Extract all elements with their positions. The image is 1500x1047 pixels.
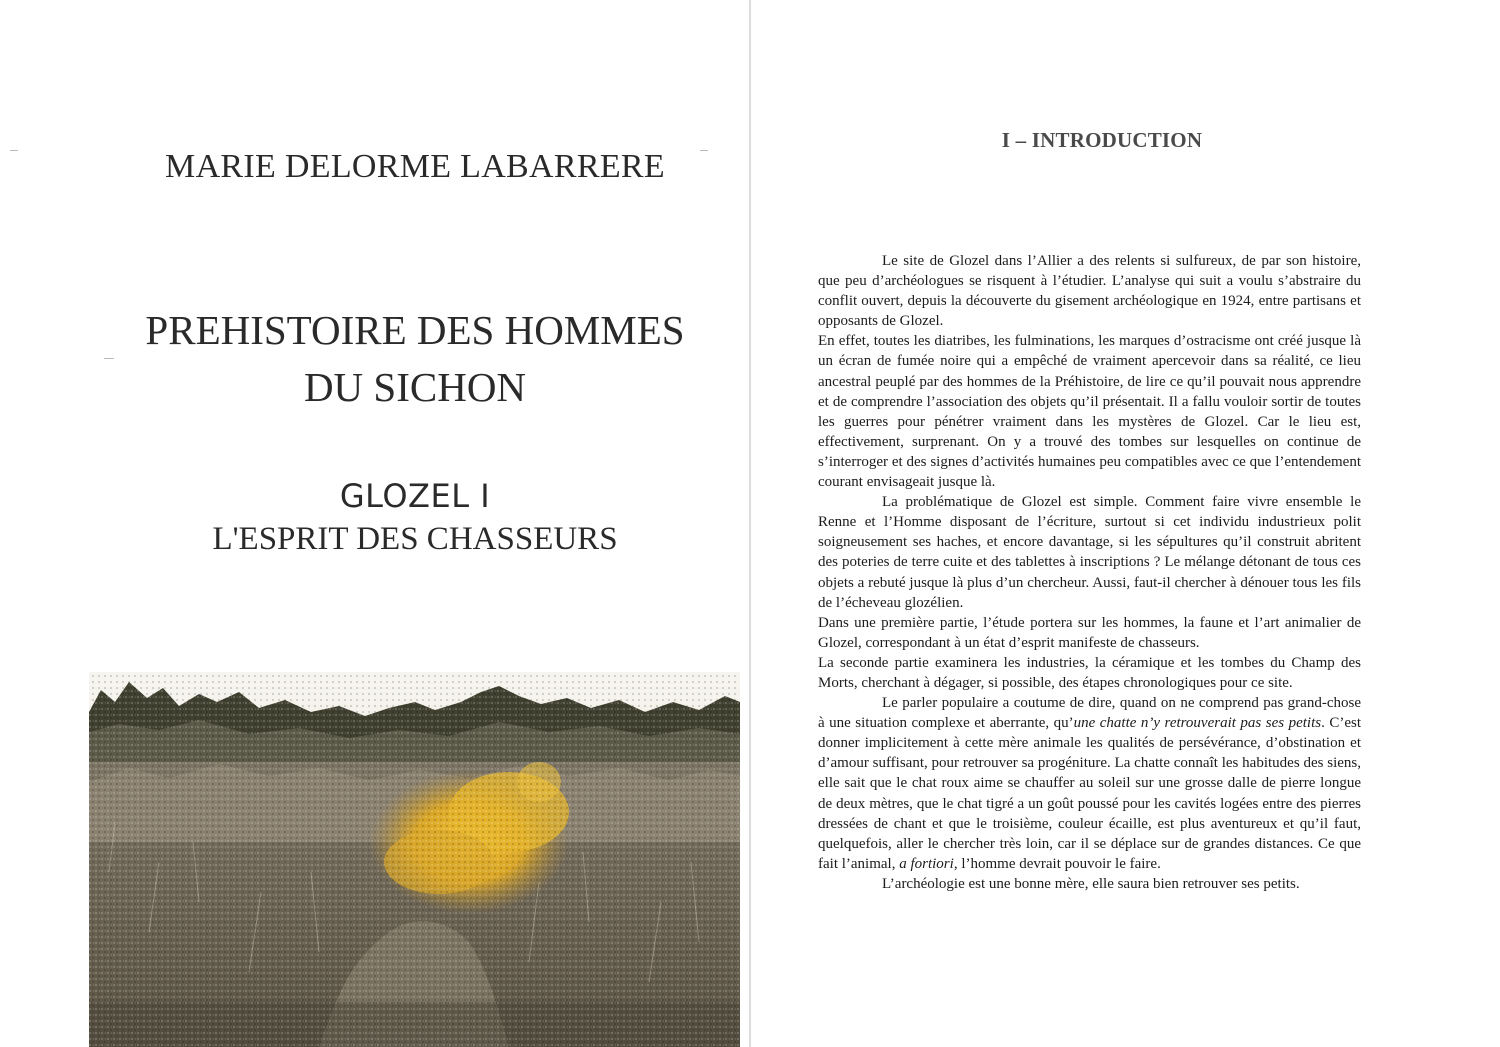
cover-author: MARIE DELORME LABARRERE <box>165 148 665 185</box>
text-run: Le site de Glozel dans l’Allier a des relents si sulfureux, de par son histoire, que peu d’archéologues se risquent à l’étudier. L’analyse qui suit a voulu s’abstraire du conflit ouvert, depuis la découverte du gisement archéologique en 1924, entre partisans et opposants de Glozel. <box>818 253 1361 330</box>
text-run: La problématique de Glozel est simple. Comment faire vivre ensemble le Renne et l’Homme disposant de l’écriture, surtout si cet individu industrieux polit soigneusement ses haches, et encore davantage, si les sépultures qu’il construit abritent des poteries de terre cuite et des tablettes à inscriptions ? Le mélange détonant de tous ces objets a rebuté jusque là plus d’un chercheur. Aussi, faut-il chercher à dénouer tous les fils de l’écheveau glozélien. <box>818 494 1361 611</box>
scan-speck <box>700 150 708 151</box>
paragraph <box>818 693 1361 874</box>
paragraph <box>818 613 1361 653</box>
paragraph <box>818 492 1361 613</box>
scan-speck <box>104 358 114 359</box>
text-run: . C’est donner implicitement à cette mère animale les qualités de persévérance, d’obstination et d’amour suffisant, pour retrouver sa progéniture. La chatte connaît les habitudes des siens, elle sait que le chat roux aime se chauffer au soleil sur une grosse dalle de pierre longue de deux mètres, que le chat tigré a un goût poussé pour les cavités logées entre des pierres dressées de chant et que le troisième, couleur écaille, est plus aventureux et qu’il faut, quelquefois, aller le chercher très loin, car il se déplace sur de grandes distances. Ce que fait l’animal, <box>818 715 1361 872</box>
text-run: , l’homme devrait pouvoir le faire. <box>953 855 1161 872</box>
page-edge-shadow <box>749 0 751 1047</box>
paragraph <box>818 331 1361 492</box>
body-text <box>818 251 1361 894</box>
italic-phrase: a fortiori <box>899 855 954 872</box>
cover-subtitle: L'ESPRIT DES CHASSEURS <box>212 521 618 557</box>
cover-series-title: GLOZEL I <box>339 477 491 515</box>
text-page <box>752 0 1500 1047</box>
cover-title <box>90 302 740 416</box>
paragraph <box>818 874 1361 894</box>
text-run: Le parler populaire a coutume de dire, quand on ne comprend pas grand-chose à une situation complexe et aberrante, qu’ <box>818 695 1361 732</box>
cover-landscape-photo <box>89 672 740 1047</box>
text-run: La seconde partie examinera les industries, la céramique et les tombes du Champ des Morts, cherchant à dégager, si possible, des étapes chronologiques pour ce site. <box>818 654 1361 691</box>
italic-phrase: une chatte n’y retrouverait pas ses petits <box>1073 715 1322 732</box>
text-run: Dans une première partie, l’étude portera sur les hommes, la faune et l’art animalier de Glozel, correspondant à un état d’esprit manifeste de chasseurs. <box>818 614 1361 651</box>
chapter-title: I – INTRODUCTION <box>1001 128 1203 152</box>
paragraph <box>818 653 1361 693</box>
text-run: En effet, toutes les diatribes, les fulminations, les marques d’ostracisme ont créé jusque là un écran de fumée noire qui a empêché de vraiment apercevoir dans sa réalité, ce lieu ancestral peuplé par des hommes de la Préhistoire, de lire ce qu’il pouvait nous apprendre et de comprendre l’association des objets qu’il présentait. Il a fallu vouloir sortir de toutes les guerres pour pénétrer vraiment dans les mystères de Glozel. Car le lieu est, effectivement, surprenant. On y a trouvé des tombes sur lesquelles on continue de s’interroger et des signes d’activités humaines peu compatibles avec ce que l’entendement courant envisageait jusque là. <box>818 333 1361 491</box>
text-run: L’archéologie est une bonne mère, elle saura bien retrouver ses petits. <box>882 875 1300 892</box>
cover-title-line-2: DU SICHON <box>303 364 527 410</box>
cover-title-line-1: PREHISTOIRE DES HOMMES <box>145 307 685 353</box>
paragraph <box>818 251 1361 331</box>
scan-speck <box>10 150 18 151</box>
